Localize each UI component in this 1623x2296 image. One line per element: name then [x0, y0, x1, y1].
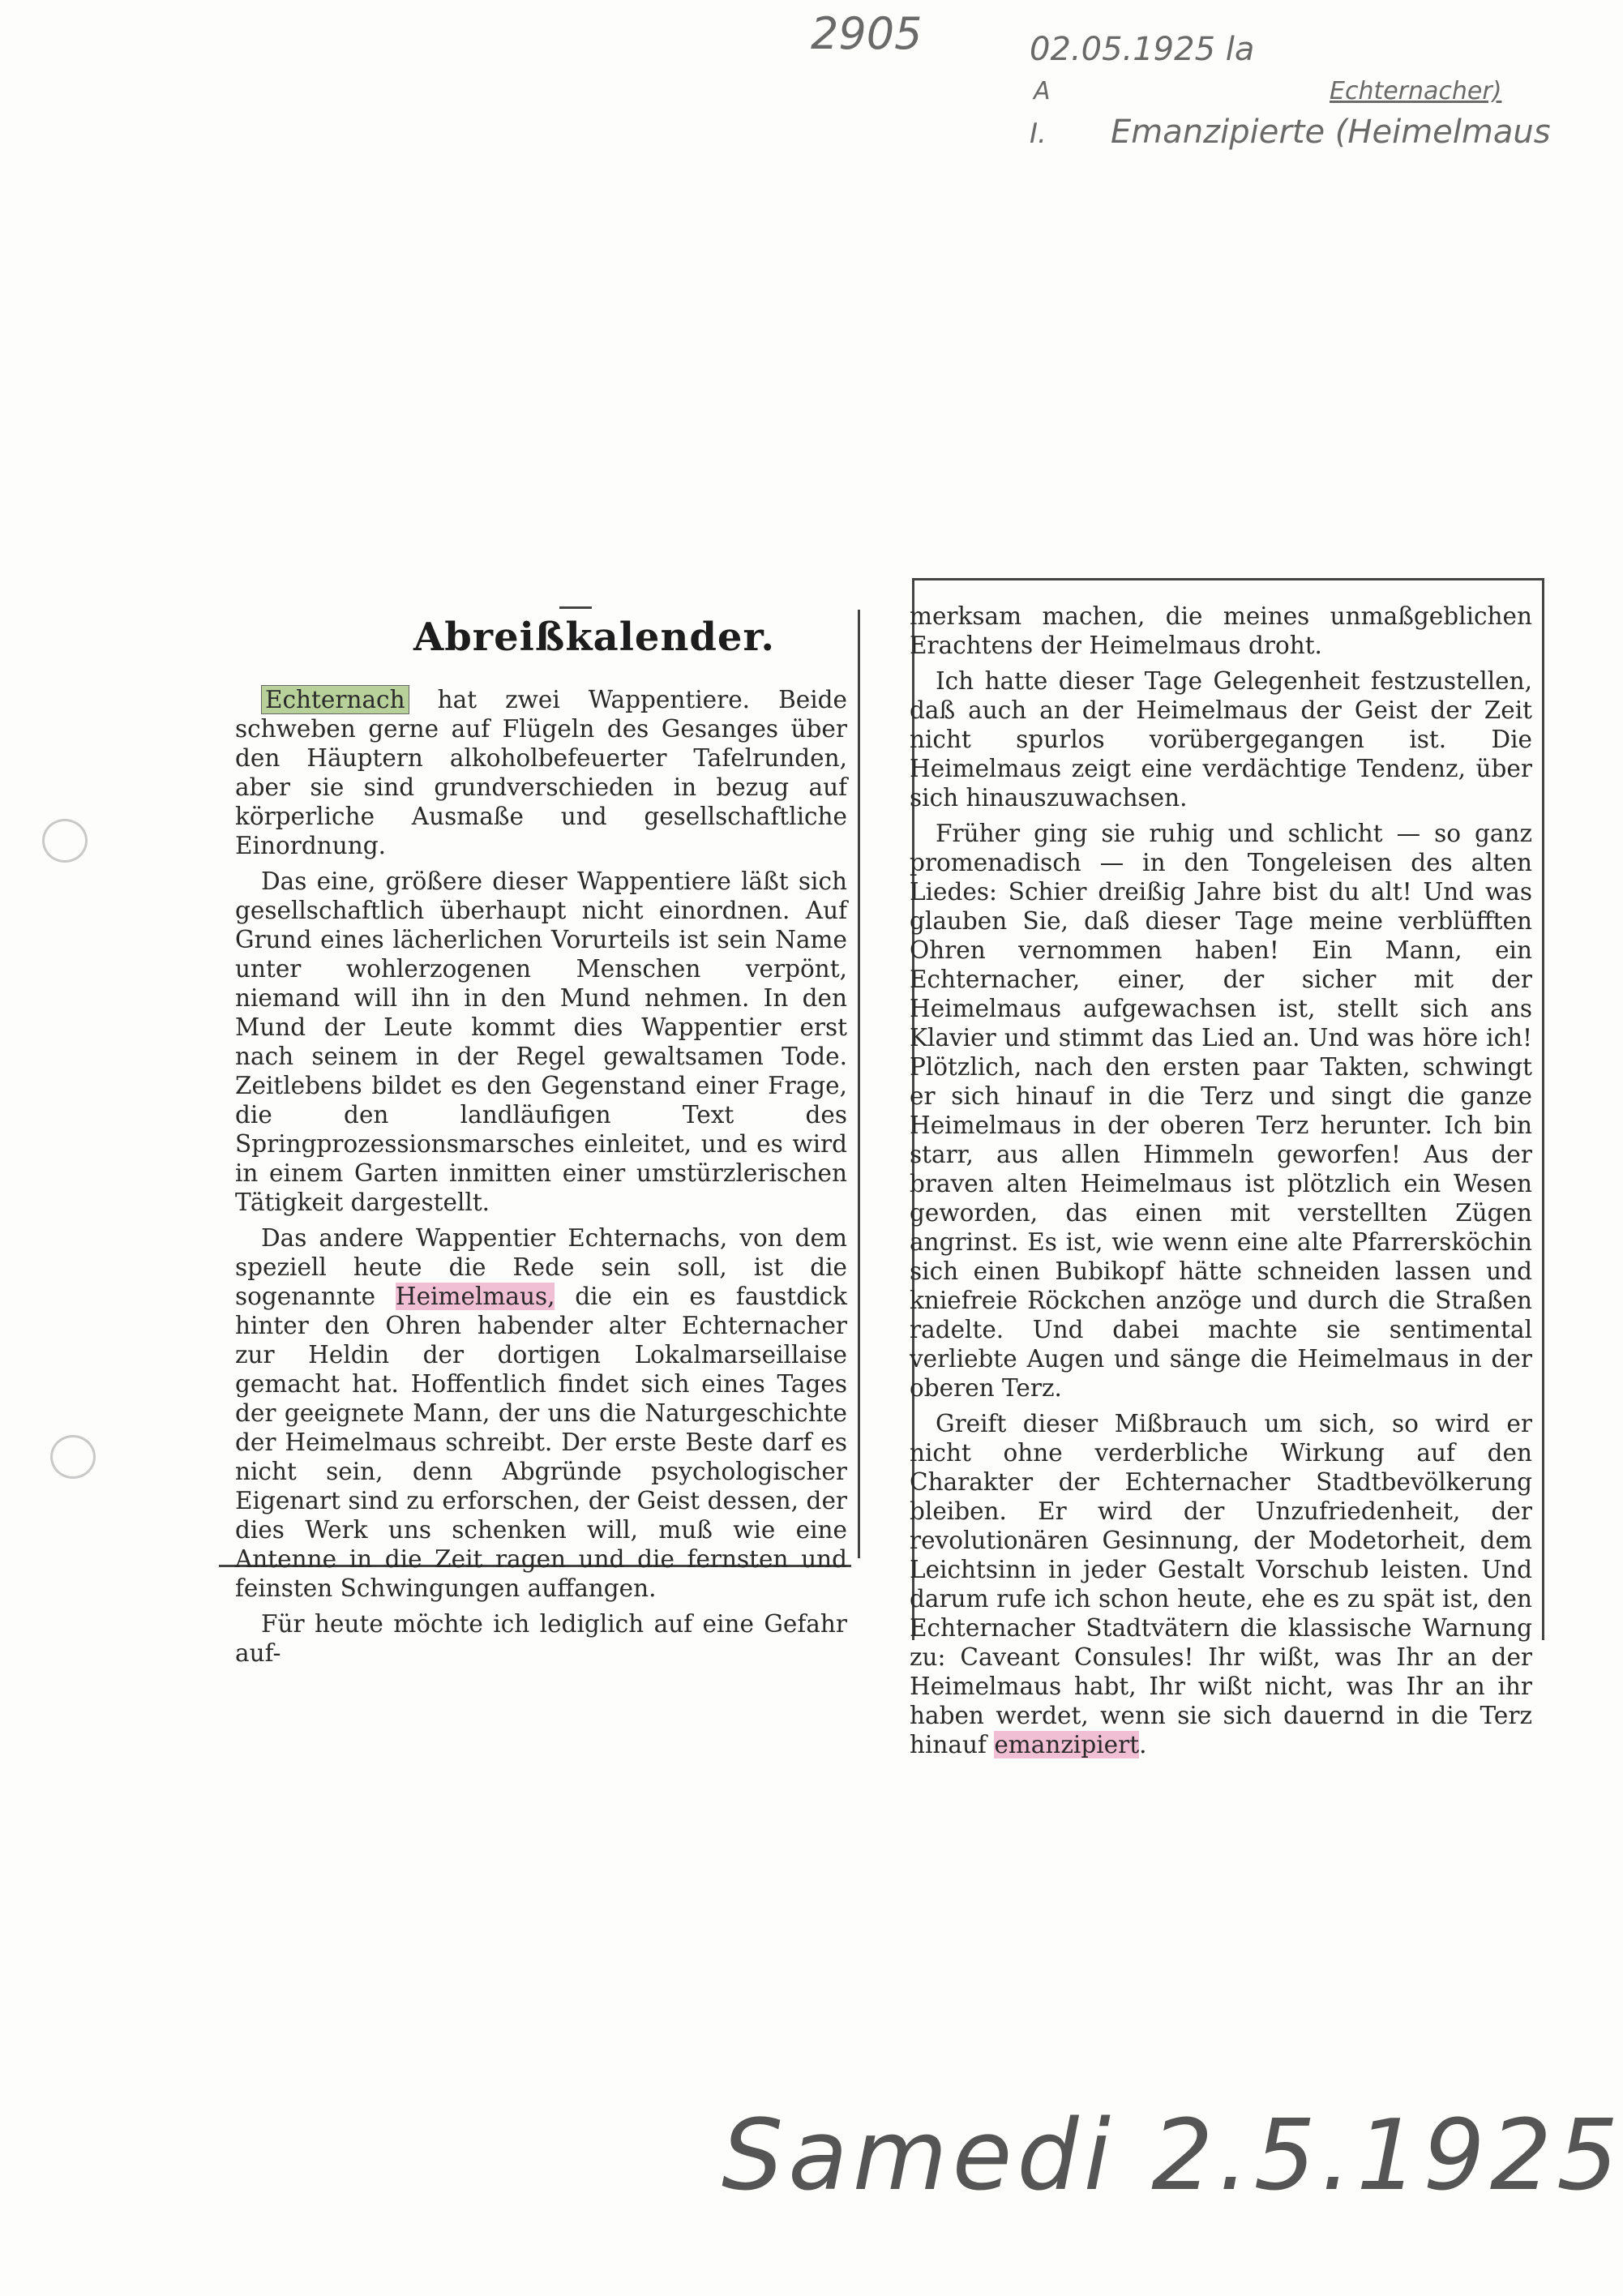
- right-paragraph-3: Früher ging sie ruhig und schlicht — so ganz promenadisch — in den Tongeleisen des alten Liedes: Schier dreißig Jahre bist du alt! Und was glauben Sie, daß dieser Tage meine verblüfften Ohren vernommen haben! Ein Mann, ein Echternacher, einer, der sicher mit der Heimelmaus aufgewachsen ist, stellt sich ans Klavier und stimmt das Lied an. Und was höre ich! Plötzlich, nach den ersten paar Takten, schwingt er sich hinauf in die Terz und singt die ganze Heimelmaus in der oberen Terz herunter. Ich bin starr, aus allen Himmeln geworfen! Aus der braven alten Heimelmaus ist plötzlich ein Wesen geworden, das einen mit verstellten Zügen angrinst. Es ist, wie wenn eine alte Pfarrersköchin sich einen Bubikopf hätte schneiden lassen und kniefreie Röckchen anzöge und durch die Straßen radelte. Und dabei machte sie sentimental verliebte Augen und sänge die Heimelmaus in der oberen Terz.: [910, 820, 1532, 1402]
- left-paragraph-1: [235, 685, 847, 860]
- clip-edge-right: [1542, 578, 1544, 1640]
- highlight-heimelmaus: Heimelmaus,: [395, 1283, 555, 1310]
- right-paragraph-4-end: .: [1139, 1731, 1147, 1758]
- highlight-emanzipiert: emanzipiert: [994, 1731, 1140, 1758]
- article-title: Abreißkalender.: [413, 615, 776, 660]
- subject-note-bracket: (: [1334, 114, 1348, 151]
- archive-number: 2905: [811, 8, 923, 59]
- annotation-letter-a: A: [1034, 77, 1051, 105]
- right-paragraph-4: [910, 1409, 1532, 1759]
- subject-note: [1111, 114, 1551, 151]
- right-paragraph-2: Ich hatte dieser Tage Gelegenheit festzustellen, daß auch an der Heimelmaus der Geist der Zeit nicht spurlos vorübergegangen ist. Die Heimelmaus zeigt eine verdächtige Tendenz, über sich hinauszuwachsen.: [910, 667, 1532, 812]
- clip-edge-top: [912, 578, 1544, 580]
- left-paragraph-1-text: hat zwei Wappentiere. Beide schweben gerne auf Flügeln des Gesanges über den Häuptern alkoholbefeuerter Tafelrunden, aber sie sind grundverschieden in bezug auf körperliche Ausmaße und gesellschaftliche Einordnung.: [235, 686, 847, 859]
- title-rule: [559, 606, 592, 609]
- left-paragraph-2: Das eine, größere dieser Wappentiere läßt sich gesellschaftlich überhaupt nicht einordnen. Auf Grund eines lächerlichen Vorurteils ist sein Name unter wohlerzogenen Menschen verpönt, niemand will ihn in den Mund nehmen. In den Mund der Leute kommt dies Wappentier erst nach seinem in der Regel gewaltsamen Tode. Zeitlebens bildet es den Gegenstand einer Frage, die den landläufigen Text des Springprozessionsmarsches einleitet, und es wird in einem Garten inmitten einer umstürzlerischen Tätigkeit dargestellt.: [235, 867, 847, 1216]
- title-insert-note: Echternacher): [1330, 77, 1502, 105]
- header-date: 02.05.1925 la: [1030, 31, 1255, 68]
- left-column: [235, 685, 847, 1667]
- left-paragraph-3-start: Das andere Wappentier Echternachs, von dem speziell heute die Rede sein soll, ist die sogenannte: [235, 1224, 847, 1310]
- subject-note-first: Emanzipierte: [1111, 114, 1325, 151]
- clip-edge-left: [858, 610, 860, 1558]
- right-paragraph-1: merksam machen, die meines unmaßgeblichen Erachtens der Heimelmaus droht.: [910, 602, 1532, 659]
- punch-hole: [50, 1435, 96, 1479]
- bottom-handwritten-date: Samedi 2.5.1925: [722, 2100, 1623, 2212]
- punch-hole: [42, 819, 88, 863]
- left-paragraph-4: Für heute möchte ich lediglich auf eine Gefahr auf-: [235, 1610, 847, 1667]
- right-column: [910, 602, 1532, 1758]
- left-paragraph-3-end: die ein es faustdick hinter den Ohren habender alter Echternacher zur Heldin der dortigen Lokalmarseillaise gemacht hat. Hoffentlich findet sich eines Tages der geeignete Mann, der uns die Naturgeschichte der Heimelmaus schreibt. Der erste Beste darf es nicht sein, denn Abgründe psychologischer Eigenart sind zu erforschen, der Geist dessen, der dies Werk uns schenken will, muß wie eine Antenne in die Zeit ragen und die fernsten und feinsten Schwingungen auffangen.: [235, 1283, 847, 1602]
- subject-note-second: Heimelmaus: [1347, 114, 1551, 151]
- right-paragraph-4-start: Greift dieser Mißbrauch um sich, so wird er nicht ohne verderbliche Wirkung auf den Charakter der Echternacher Stadtbevölkerung bleiben. Er wird der Unzufriedenheit, der revolutionären Gesinnung, der Modetorheit, dem Leichtsinn in jeder Gestalt Vorschub leisten. Und darum rufe ich schon heute, ehe es zu spät ist, den Echternacher Stadtvätern die klassische Warnung zu: Caveant Consules! Ihr wißt, was Ihr an der Heimelmaus habt, Ihr wißt nicht, was Ihr an ihr haben werdet, wenn sie sich dauernd in die Terz hinauf: [910, 1410, 1532, 1758]
- highlight-echternach: Echternach: [261, 685, 409, 714]
- left-paragraph-3: [235, 1223, 847, 1603]
- annotation-letter-i: I.: [1030, 118, 1047, 150]
